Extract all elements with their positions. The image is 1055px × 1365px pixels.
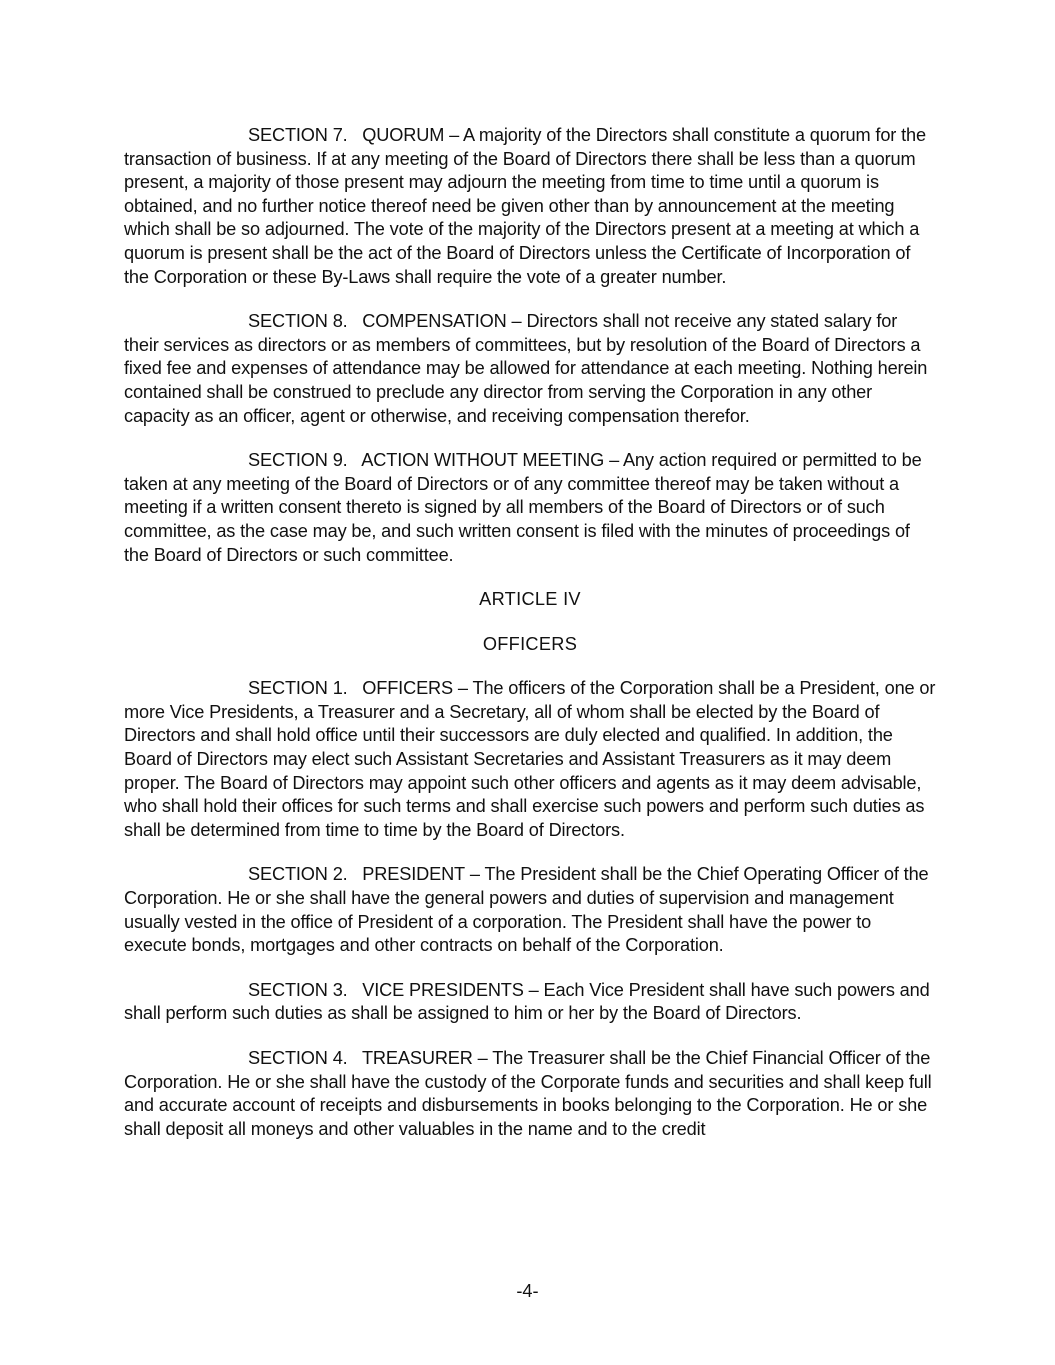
section-8-compensation	[124, 310, 936, 428]
article-subtitle: OFFICERS	[482, 633, 578, 654]
section-body: The President shall be the Chief Operating Officer of the Corporation. He or she shall have the general powers and duties of supervision and management usually vested in the office of President of a corporation. The President shall have the power to execute bonds, mortgages and other contracts on behalf of the Corporation.	[124, 864, 929, 956]
section-body: The officers of the Corporation shall be a President, one or more Vice Presidents, a Treasurer and a Secretary, all of whom shall be elected by the Board of Directors and shall hold office until their successors are duly elected and qualified. In addition, the Board of Directors may elect such Assistant Secretaries and Assistant Treasurers as it may deem proper. The Board of Directors may appoint such other officers and agents as it may deem advisable, who shall hold their offices for such terms and shall exercise such powers and perform such duties as shall be determined from time to time by the Board of Directors.	[124, 678, 936, 840]
section-dash: –	[506, 311, 527, 332]
section-7-quorum	[124, 124, 936, 289]
section-dash: –	[472, 1048, 493, 1068]
section-dash: –	[465, 864, 485, 885]
page-number: -4-	[516, 1281, 539, 1301]
section-body: Each Vice President shall have such powers and shall perform such duties as shall be assigned to him or her by the Board of Directors.	[124, 979, 930, 1024]
section-heading: SECTION 3. VICE PRESIDENTS	[248, 979, 524, 1000]
section-2-president	[124, 863, 936, 957]
section-dash: –	[453, 678, 473, 699]
document-page	[124, 124, 936, 1162]
section-dash: –	[444, 125, 463, 145]
section-heading: SECTION 4. TREASURER	[248, 1048, 473, 1068]
section-heading: SECTION 7. QUORUM	[248, 125, 445, 145]
section-heading: SECTION 1. OFFICERS	[248, 678, 454, 699]
section-body: The Treasurer shall be the Chief Financial Officer of the Corporation. He or she shall have the custody of the Corporate funds and securities and shall keep full and accurate account of receipts and disbursements in books belonging to the Corporation. He or she shall deposit all moneys and other valuables in the name and to the credit	[124, 1048, 932, 1139]
section-dash: –	[604, 450, 623, 471]
section-heading: SECTION 2. PRESIDENT	[248, 864, 466, 885]
section-body: A majority of the Directors shall constitute a quorum for the transaction of business. If at any meeting of the Board of Directors there shall be less than a quorum present, a majority of those present may adjourn the meeting from time to time until a quorum is obtained, and no further notice thereof need be given other than by announcement at the meeting which shall be so adjourned. The vote of the majority of the Directors present at a meeting at which a quorum is present shall be the act of the Board of Directors unless the Certificate of Incorporation of the Corporation or these By-Laws shall require the vote of a greater number.	[124, 125, 926, 287]
section-3-vice-presidents	[124, 979, 936, 1026]
section-heading: SECTION 8. COMPENSATION	[248, 311, 507, 332]
article-title: ARTICLE IV	[479, 589, 581, 610]
section-9-action-without-meeting	[124, 449, 936, 567]
section-body: Any action required or permitted to be taken at any meeting of the Board of Directors or of any committee thereof may be taken without a meeting if a written consent thereto is signed by all members of the Board of Directors or of such committee, as the case may be, and such written consent is filed with the minutes of proceedings of the Board of Directors or such committee.	[124, 450, 922, 565]
section-4-treasurer	[124, 1047, 936, 1141]
section-1-officers	[124, 677, 936, 842]
section-dash: –	[523, 979, 544, 1000]
section-body: Directors shall not receive any stated salary for their services as directors or as members of committees, but by resolution of the Board of Directors a fixed fee and expenses of attendance may be allowed for attendance at each meeting. Nothing herein contained shall be construed to preclude any director from serving the Corporation in any other capacity as an officer, agent or otherwise, and receiving compensation therefor.	[124, 311, 928, 426]
section-heading: SECTION 9. ACTION WITHOUT MEETING	[248, 450, 605, 471]
